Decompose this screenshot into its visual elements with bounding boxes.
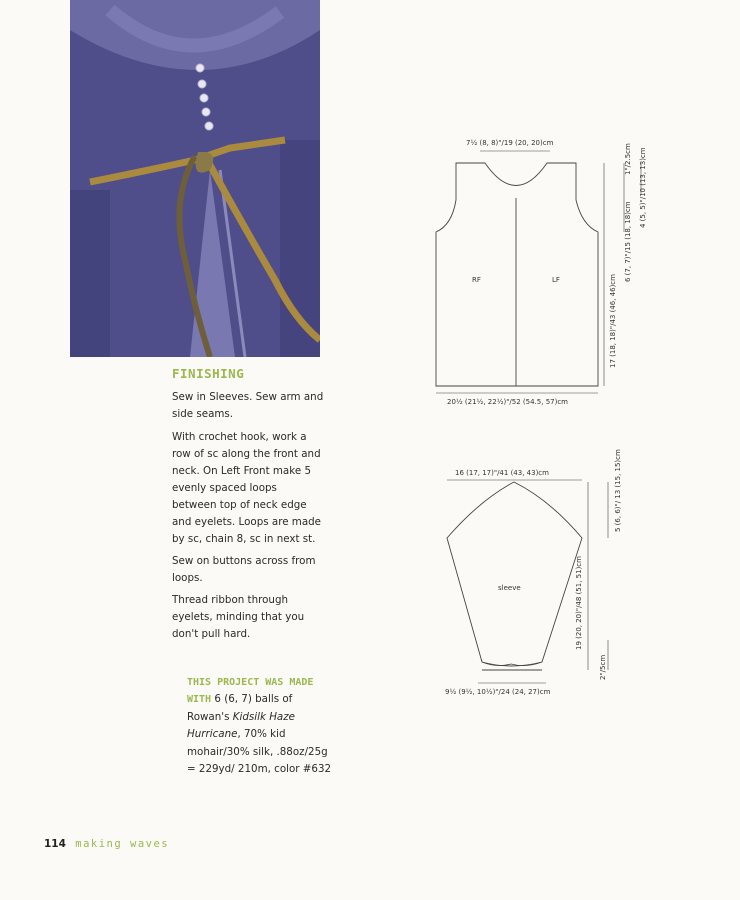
project-lead: THIS PROJECT WAS MADE WITH (187, 677, 314, 706)
project-text-2: , 70% kid mohair/30% silk, .88oz/25g = 229yd/ 210m, color #632 (187, 728, 332, 776)
sleeve-length: 19 (20, 20)"/48 (51, 51)cm (575, 556, 583, 650)
left-front-label: LF (552, 276, 560, 284)
sleeve-bottom-width: 9½ (9½, 10½)"/24 (24, 27)cm (445, 688, 551, 696)
body-neck-depth: 4 (5, 5)"/10 (13, 13)cm (639, 147, 647, 228)
finishing-para-2: With crochet hook, work a row of sc along the front and neck. On Left Front make 5 evenly spaced loops between top of neck edge and eyelets. Loops are made by sc, chain 8, sc in next st. (172, 431, 322, 545)
sleeve-top-width: 16 (17, 17)"/41 (43, 43)cm (455, 469, 549, 477)
right-front-label: RF (472, 276, 481, 284)
sleeve-cuff: 2"/5cm (599, 654, 607, 680)
project-text-1: 6 (6, 7) balls of Rowan's (187, 693, 293, 723)
body-shoulder: 1"/2.5cm (624, 143, 632, 175)
body-top-width: 7½ (8, 8)"/19 (20, 20)cm (466, 139, 554, 147)
page-number: 114 (44, 838, 66, 850)
body-armhole: 6 (7, 7)"/15 (18, 18)cm (624, 201, 632, 282)
sleeve-label: sleeve (498, 584, 521, 592)
finishing-para-4: Thread ribbon through eyelets, minding that you don't pull hard. (172, 594, 305, 640)
yarn-name: Kidsilk Haze Hurricane (187, 710, 295, 741)
section-title: making waves (75, 838, 170, 850)
body-bottom-width: 20½ (21½, 22½)"/52 (54.5, 57)cm (447, 398, 568, 406)
sleeve-cap-height: 5 (6, 6)"/ 13 (15, 15)cm (614, 449, 622, 532)
finishing-heading: FINISHING (172, 366, 245, 381)
body-side-length: 17 (18, 18)"/43 (46, 46)cm (609, 274, 617, 368)
finishing-para-3: Sew on buttons across from loops. (172, 555, 316, 584)
sleeve-schematic (447, 480, 608, 683)
page-footer (44, 838, 169, 850)
finishing-para-1: Sew in Sleeves. Sew arm and side seams. (172, 391, 324, 420)
